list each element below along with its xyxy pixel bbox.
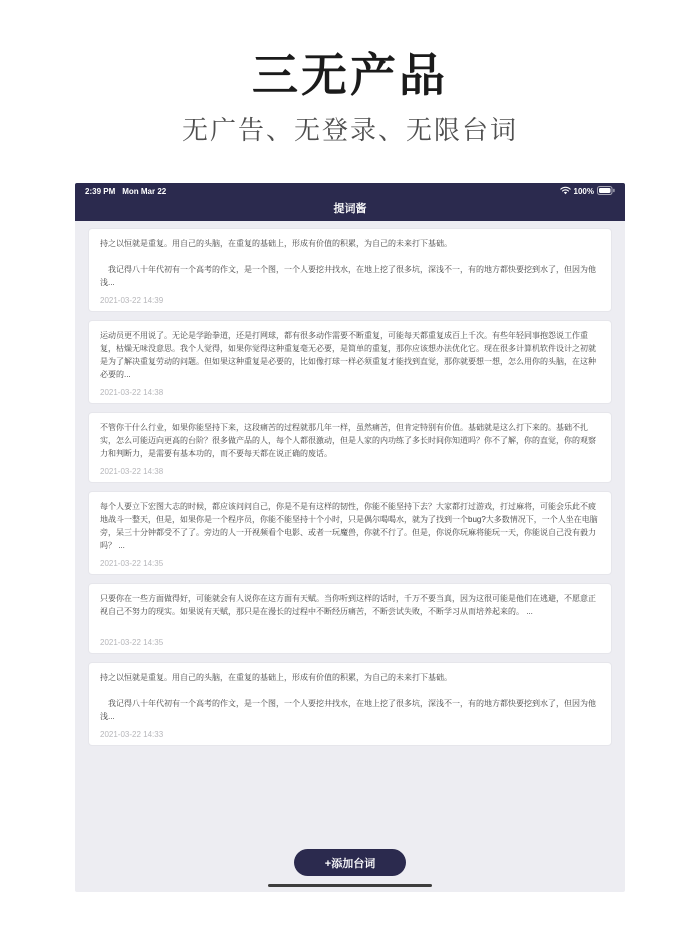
- card-text: 只要你在一些方面做得好，可能就会有人说你在这方面有天赋。当你听到这样的话时，千万不要当真，因为这很可能是他们在逃避，不愿意正视自己不努力的现实。如果说有天赋，那只是在漫长的过程中不断经历痛苦，不断尝试失败，不断学习从而培养起来的。 ...: [100, 594, 596, 616]
- page-title: 三无产品: [252, 49, 448, 101]
- script-card[interactable]: [88, 491, 612, 575]
- app-title: 提词酱: [333, 203, 367, 215]
- battery-icon: [597, 186, 615, 197]
- card-timestamp: 2021-03-22 14:35: [100, 559, 164, 568]
- card-timestamp: 2021-03-22 14:35: [100, 638, 164, 647]
- card-text: 运动员更不用说了。无论是学跆拳道，还是打网球，都有很多动作需要不断重复，可能每天都重复成百上千次。有些年轻同事抱怨说工作重复，枯燥无味没意思。我个人觉得，如果你觉得这种重复毫无必要，是简单的重复，那你应该想办法优化它。现在很多计算机软件设计之初就是为了解决重复劳动的问题。但如果这种重复是必要的，比如像打球一样必须重复才能找到直觉，那你就要想一想，怎么用你的头脑，在这种必要的...: [100, 331, 596, 379]
- app-nav-bar: [75, 200, 625, 221]
- wifi-icon: [560, 186, 571, 197]
- script-card[interactable]: [88, 320, 612, 404]
- app-screenshot-frame: [75, 183, 625, 892]
- card-text: 持之以恒就是重复。用自己的头脑，在重复的基础上，形成有价值的积累，为自己的未来打下基础。: [100, 239, 452, 248]
- card-text: 每个人要立下宏图大志的时候，都应该问问自己，你是不是有这样的韧性，你能不能坚持下去？大家都打过游戏，打过麻将，可能会乐此不疲地战斗一整天，但是，如果你是一个程序员，你能不能坚持十个小时，只是偶尔喝喝水，就为了找到一个bug?大多数情况下，一个人坐在电脑旁，呆三十分钟都受不了了。旁边的人一开视频看个电影、或者一玩魔兽，你就不行了。但是，你说你玩麻将能玩一天，你能说自己没有毅力吗？ ...: [100, 502, 598, 550]
- script-card-list: [75, 221, 625, 892]
- script-card[interactable]: [88, 412, 612, 483]
- page-subtitle: 无广告、无登录、无限台词: [181, 115, 518, 145]
- card-text: 持之以恒就是重复。用自己的头脑，在重复的基础上，形成有价值的积累，为自己的未来打下基础。: [100, 673, 452, 682]
- add-line-button[interactable]: +添加台词: [294, 849, 406, 876]
- status-time: 2:39 PM: [85, 187, 116, 196]
- home-indicator-bar[interactable]: [268, 884, 432, 888]
- card-text: 我记得八十年代初有一个高考的作文，是一个图，一个人要挖井找水，在地上挖了很多坑，深浅不一，有的地方都快要挖到水了，但因为他浅...: [100, 699, 596, 721]
- script-card[interactable]: [88, 228, 612, 312]
- script-card[interactable]: [88, 662, 612, 746]
- card-timestamp: 2021-03-22 14:39: [100, 296, 164, 305]
- card-timestamp: 2021-03-22 14:33: [100, 730, 164, 739]
- card-text: 不管你干什么行业，如果你能坚持下来，这段痛苦的过程就那几年一样，虽然痛苦，但肯定特别有价值。基础就是这么打下来的。基础不扎实，怎么可能迈向更高的台阶？很多做产品的人，每个人都很激动，但是人家的内功练了多长时间你知道吗？你不了解，你的直觉，你的观察力和判断力，是需要有基本功的，而不要每天都在说正确的废话。: [100, 423, 596, 458]
- status-left: [85, 187, 173, 196]
- script-card[interactable]: [88, 583, 612, 654]
- card-timestamp: 2021-03-22 14:38: [100, 388, 164, 397]
- card-text: 我记得八十年代初有一个高考的作文，是一个图，一个人要挖井找水，在地上挖了很多坑，深浅不一，有的地方都快要挖到水了，但因为他浅...: [100, 265, 596, 287]
- status-right: [560, 186, 615, 197]
- hero-section: [0, 0, 700, 144]
- status-bar: [75, 183, 625, 200]
- card-timestamp: 2021-03-22 14:38: [100, 467, 164, 476]
- battery-percent: 100%: [573, 187, 594, 196]
- status-date: Mon Mar 22: [122, 187, 167, 196]
